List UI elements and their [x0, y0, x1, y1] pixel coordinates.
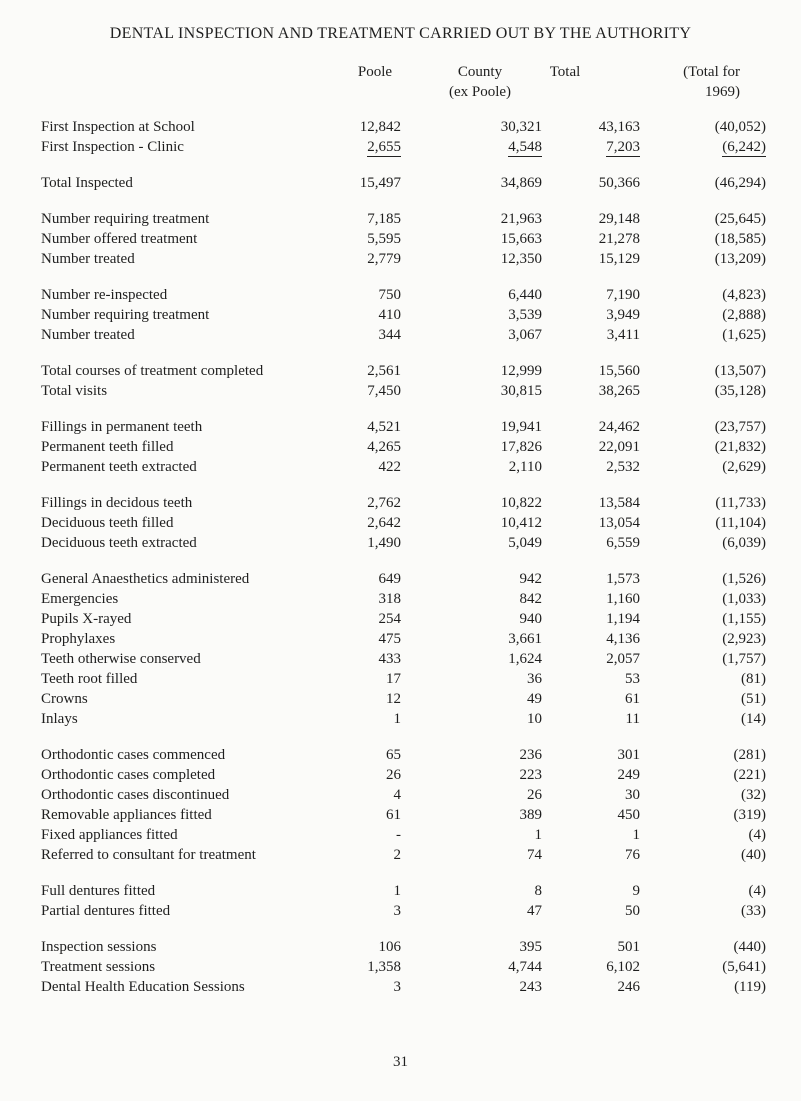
- cell-poole: 2,642: [367, 515, 401, 531]
- statistics-table: [41, 117, 766, 997]
- cell-county: 3,067: [508, 327, 542, 343]
- cell-prev: (14): [741, 711, 766, 727]
- cell-county: 1: [534, 827, 542, 843]
- cell-prev: (13,507): [714, 363, 766, 379]
- row-label: Permanent teeth filled: [41, 439, 174, 455]
- table-row: [41, 249, 766, 269]
- row-label: Fillings in decidous teeth: [41, 495, 193, 511]
- cell-poole: 12,842: [359, 119, 401, 135]
- table-row: [41, 669, 766, 689]
- row-label: Fillings in permanent teeth: [41, 419, 203, 435]
- cell-total: 7,203: [606, 139, 640, 155]
- table-row: [41, 745, 766, 765]
- table-row: [41, 457, 766, 477]
- cell-poole: 1,358: [367, 959, 401, 975]
- cell-poole: 61: [386, 807, 401, 823]
- cell-prev: (40,052): [714, 119, 766, 135]
- row-label: Number requiring treatment: [41, 307, 210, 323]
- cell-prev: (46,294): [714, 175, 766, 191]
- table-row: [41, 825, 766, 845]
- cell-county: 940: [519, 611, 542, 627]
- row-label: Orthodontic cases completed: [41, 767, 216, 783]
- group-spacer: [41, 157, 766, 173]
- table-row: [41, 305, 766, 325]
- cell-total: 249: [617, 767, 640, 783]
- group-spacer: [41, 401, 766, 417]
- cell-prev: (4): [748, 883, 766, 899]
- cell-county: 47: [527, 903, 542, 919]
- cell-county: 12,350: [500, 251, 542, 267]
- table-row: [41, 977, 766, 997]
- cell-county: 1,624: [508, 651, 542, 667]
- row-label: Emergencies: [41, 591, 119, 607]
- table-row: [41, 765, 766, 785]
- row-label: Number offered treatment: [41, 231, 198, 247]
- table-row: [41, 137, 766, 157]
- cell-poole: 4: [393, 787, 401, 803]
- cell-county: 4,744: [508, 959, 542, 975]
- cell-prev: (13,209): [714, 251, 766, 267]
- cell-county: 243: [519, 979, 542, 995]
- group-spacer: [41, 269, 766, 285]
- row-label: Removable appliances fitted: [41, 807, 212, 823]
- row-label: Full dentures fitted: [41, 883, 156, 899]
- cell-prev: (4,823): [722, 287, 766, 303]
- cell-total: 7,190: [606, 287, 640, 303]
- group-spacer: [41, 477, 766, 493]
- cell-prev: (1,155): [722, 611, 766, 627]
- cell-total: 53: [625, 671, 640, 687]
- cell-county: 223: [519, 767, 542, 783]
- cell-poole: 254: [378, 611, 401, 627]
- cell-county: 26: [527, 787, 542, 803]
- table-row: [41, 805, 766, 825]
- group-spacer: [41, 865, 766, 881]
- statistics-table-body: [41, 117, 766, 997]
- cell-total: 450: [617, 807, 640, 823]
- row-label: Number treated: [41, 327, 135, 343]
- cell-county: 842: [519, 591, 542, 607]
- row-label: Partial dentures fitted: [41, 903, 171, 919]
- table-row: [41, 417, 766, 437]
- cell-poole: 1,490: [367, 535, 401, 551]
- cell-total: 3,411: [606, 327, 640, 343]
- cell-county: 236: [519, 747, 542, 763]
- row-label: Inlays: [41, 711, 78, 727]
- row-label: Orthodontic cases commenced: [41, 747, 226, 763]
- cell-total: 21,278: [598, 231, 640, 247]
- cell-poole: 2,561: [367, 363, 401, 379]
- cell-poole: 12: [386, 691, 401, 707]
- cell-county: 5,049: [508, 535, 542, 551]
- cell-poole: 318: [378, 591, 401, 607]
- table-row: [41, 845, 766, 865]
- cell-total: 6,102: [606, 959, 640, 975]
- cell-poole: 475: [378, 631, 401, 647]
- cell-total: 9: [632, 883, 640, 899]
- table-row: [41, 533, 766, 553]
- cell-poole: 65: [386, 747, 401, 763]
- column-header-total: Total: [549, 64, 581, 80]
- table-row: [41, 117, 766, 137]
- cell-poole: 2,779: [367, 251, 401, 267]
- table-row: [41, 589, 766, 609]
- row-label: Deciduous teeth extracted: [41, 535, 197, 551]
- cell-total: 15,560: [598, 363, 640, 379]
- cell-prev: (33): [741, 903, 766, 919]
- row-label: Total Inspected: [41, 175, 133, 191]
- cell-county: 3,661: [508, 631, 542, 647]
- cell-county: 389: [519, 807, 542, 823]
- cell-prev: (119): [734, 979, 766, 995]
- cell-prev: (18,585): [714, 231, 766, 247]
- cell-county: 34,869: [500, 175, 542, 191]
- cell-prev: (1,526): [722, 571, 766, 587]
- cell-total: 50,366: [598, 175, 640, 191]
- table-row: [41, 901, 766, 921]
- row-label: Teeth root filled: [41, 671, 138, 687]
- cell-county: 12,999: [500, 363, 542, 379]
- cell-total: 6,559: [606, 535, 640, 551]
- table-row: [41, 173, 766, 193]
- cell-poole: 4,265: [367, 439, 401, 455]
- group-spacer: [41, 729, 766, 745]
- cell-prev: (2,923): [722, 631, 766, 647]
- table-row: [41, 493, 766, 513]
- row-label: Pupils X-rayed: [41, 611, 132, 627]
- table-row: [41, 957, 766, 977]
- cell-county: 30,815: [500, 383, 542, 399]
- cell-total: 1,160: [606, 591, 640, 607]
- cell-prev: (11,733): [715, 495, 766, 511]
- cell-poole: 750: [378, 287, 401, 303]
- cell-prev: (23,757): [714, 419, 766, 435]
- cell-prev: (5,641): [722, 959, 766, 975]
- cell-total: 246: [617, 979, 640, 995]
- table-row: [41, 285, 766, 305]
- cell-poole: 26: [386, 767, 401, 783]
- row-label: Teeth otherwise conserved: [41, 651, 201, 667]
- cell-prev: (2,888): [722, 307, 766, 323]
- cell-prev: (11,104): [715, 515, 766, 531]
- row-label: Crowns: [41, 691, 88, 707]
- cell-total: 30: [625, 787, 640, 803]
- cell-prev: (51): [741, 691, 766, 707]
- cell-prev: (40): [741, 847, 766, 863]
- cell-poole: 410: [378, 307, 401, 323]
- row-label: Treatment sessions: [41, 959, 156, 975]
- table-row: [41, 629, 766, 649]
- table-row: [41, 649, 766, 669]
- cell-total: 13,054: [598, 515, 640, 531]
- table-row: [41, 937, 766, 957]
- cell-poole: 2: [393, 847, 401, 863]
- table-row: [41, 689, 766, 709]
- row-label: First Inspection - Clinic: [41, 139, 184, 155]
- cell-prev: (1,757): [722, 651, 766, 667]
- cell-total: 38,265: [598, 383, 640, 399]
- cell-prev: (281): [733, 747, 766, 763]
- table-row: [41, 709, 766, 729]
- cell-total: 22,091: [598, 439, 640, 455]
- cell-prev: (21,832): [714, 439, 766, 455]
- table-row: [41, 209, 766, 229]
- cell-total: 1,573: [606, 571, 640, 587]
- cell-total: 61: [625, 691, 640, 707]
- cell-prev: (6,039): [722, 535, 766, 551]
- row-label: Fixed appliances fitted: [41, 827, 178, 843]
- cell-total: 4,136: [606, 631, 640, 647]
- cell-county: 395: [519, 939, 542, 955]
- row-label: Number re-inspected: [41, 287, 168, 303]
- cell-total: 1: [632, 827, 640, 843]
- cell-total: 24,462: [598, 419, 640, 435]
- table-row: [41, 437, 766, 457]
- cell-poole: 4,521: [367, 419, 401, 435]
- group-spacer: [41, 921, 766, 937]
- row-label: Number treated: [41, 251, 135, 267]
- cell-prev: (32): [741, 787, 766, 803]
- cell-county: 19,941: [500, 419, 542, 435]
- table-row: [41, 569, 766, 589]
- group-spacer: [41, 193, 766, 209]
- group-spacer: [41, 553, 766, 569]
- cell-total: 50: [625, 903, 640, 919]
- row-label: Prophylaxes: [41, 631, 116, 647]
- cell-total: 3,949: [606, 307, 640, 323]
- cell-county: 36: [527, 671, 542, 687]
- cell-prev: (319): [733, 807, 766, 823]
- cell-poole: 2,655: [367, 139, 401, 155]
- cell-prev: (1,625): [722, 327, 766, 343]
- cell-total: 2,057: [606, 651, 640, 667]
- cell-poole: 422: [378, 459, 401, 475]
- row-label: Total courses of treatment completed: [41, 363, 264, 379]
- cell-prev: (2,629): [722, 459, 766, 475]
- table-row: [41, 381, 766, 401]
- cell-total: 13,584: [598, 495, 640, 511]
- cell-prev: (440): [733, 939, 766, 955]
- cell-prev: (25,645): [714, 211, 766, 227]
- cell-total: 76: [625, 847, 640, 863]
- row-label: Inspection sessions: [41, 939, 157, 955]
- cell-poole: -: [396, 827, 401, 843]
- cell-poole: 3: [393, 903, 401, 919]
- table-row: [41, 785, 766, 805]
- cell-county: 49: [527, 691, 542, 707]
- cell-total: 501: [617, 939, 640, 955]
- cell-poole: 17: [386, 671, 401, 687]
- row-label: Number requiring treatment: [41, 211, 210, 227]
- cell-county: 942: [519, 571, 542, 587]
- cell-county: 8: [534, 883, 542, 899]
- page-number: 31: [393, 1054, 408, 1070]
- column-header-county: County (ex Poole): [448, 64, 512, 100]
- cell-county: 3,539: [508, 307, 542, 323]
- cell-poole: 7,450: [367, 383, 401, 399]
- cell-poole: 433: [378, 651, 401, 667]
- cell-total: 2,532: [606, 459, 640, 475]
- cell-poole: 5,595: [367, 231, 401, 247]
- cell-poole: 1: [393, 883, 401, 899]
- cell-prev: (221): [733, 767, 766, 783]
- column-header-previous-year: (Total for 1969): [683, 64, 740, 100]
- cell-county: 10: [527, 711, 542, 727]
- cell-prev: (4): [748, 827, 766, 843]
- table-row: [41, 609, 766, 629]
- table-row: [41, 361, 766, 381]
- cell-county: 15,663: [500, 231, 542, 247]
- cell-prev: (6,242): [722, 139, 766, 155]
- row-label: General Anaesthetics administered: [41, 571, 250, 587]
- cell-poole: 2,762: [367, 495, 401, 511]
- table-row: [41, 325, 766, 345]
- cell-total: 11: [625, 711, 640, 727]
- cell-total: 1,194: [606, 611, 640, 627]
- cell-county: 2,110: [508, 459, 542, 475]
- cell-county: 74: [527, 847, 542, 863]
- row-label: Deciduous teeth filled: [41, 515, 174, 531]
- row-label: First Inspection at School: [41, 119, 195, 135]
- cell-total: 43,163: [598, 119, 640, 135]
- cell-county: 30,321: [500, 119, 542, 135]
- row-label: Permanent teeth extracted: [41, 459, 197, 475]
- row-label: Referred to consultant for treatment: [41, 847, 256, 863]
- row-label: Total visits: [41, 383, 108, 399]
- cell-total: 301: [617, 747, 640, 763]
- cell-county: 17,826: [500, 439, 542, 455]
- row-label: Orthodontic cases discontinued: [41, 787, 230, 803]
- page-title: DENTAL INSPECTION AND TREATMENT CARRIED OUT BY THE AUTHORITY: [109, 25, 692, 42]
- cell-prev: (1,033): [722, 591, 766, 607]
- cell-poole: 1: [393, 711, 401, 727]
- cell-prev: (35,128): [714, 383, 766, 399]
- cell-poole: 106: [378, 939, 401, 955]
- cell-total: 29,148: [598, 211, 640, 227]
- table-row: [41, 881, 766, 901]
- cell-poole: 344: [378, 327, 401, 343]
- cell-county: 10,822: [500, 495, 542, 511]
- column-header-poole: Poole: [357, 64, 393, 80]
- cell-poole: 15,497: [359, 175, 401, 191]
- cell-prev: (81): [741, 671, 766, 687]
- cell-county: 21,963: [500, 211, 542, 227]
- cell-poole: 7,185: [367, 211, 401, 227]
- group-spacer: [41, 345, 766, 361]
- cell-county: 6,440: [508, 287, 542, 303]
- cell-county: 10,412: [500, 515, 542, 531]
- row-label: Dental Health Education Sessions: [41, 979, 245, 995]
- cell-total: 15,129: [598, 251, 640, 267]
- cell-poole: 649: [378, 571, 401, 587]
- table-row: [41, 513, 766, 533]
- table-row: [41, 229, 766, 249]
- cell-county: 4,548: [508, 139, 542, 155]
- cell-poole: 3: [393, 979, 401, 995]
